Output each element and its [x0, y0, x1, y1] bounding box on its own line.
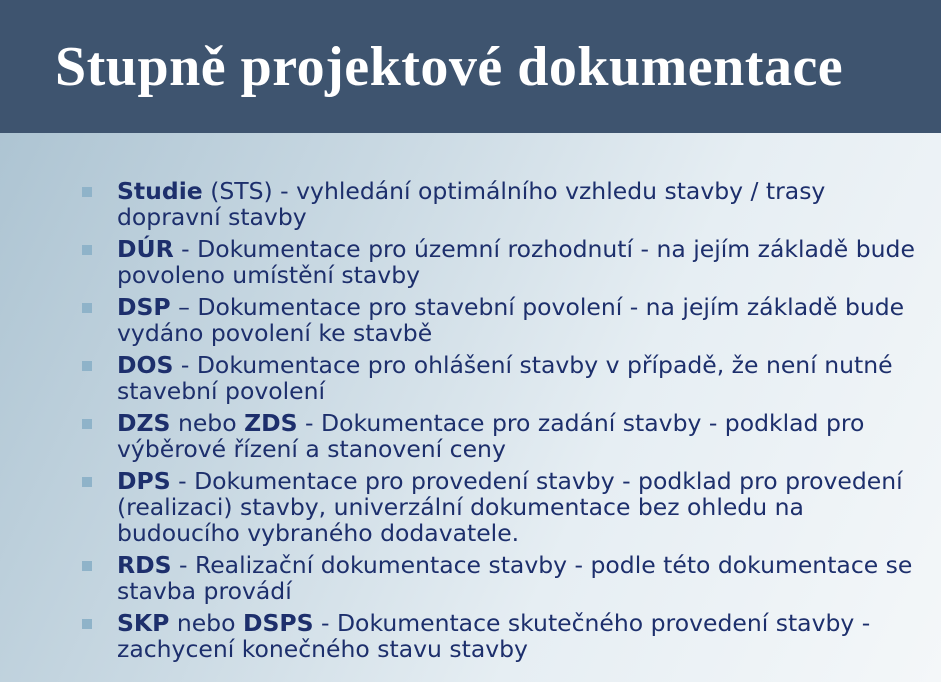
square-bullet-icon — [82, 477, 92, 487]
list-item — [82, 236, 932, 288]
list-item — [82, 410, 932, 462]
item-description: - Dokumentace pro provedení stavby - podklad pro provedení (realizaci) stavby, univerzální dokumentace bez ohledu na budoucího vybraného dodavatele. — [117, 467, 903, 547]
item-description: - Dokumentace pro ohlášení stavby v případě, že není nutné stavební povolení — [117, 351, 893, 405]
square-bullet-icon — [82, 561, 92, 571]
item-description: (STS) - vyhledání optimálního vzhledu stavby / trasy dopravní stavby — [117, 177, 826, 231]
list-item — [82, 552, 932, 604]
item-abbreviation: Studie — [117, 177, 203, 205]
item-description: - Realizační dokumentace stavby - podle této dokumentace se stavba provádí — [117, 551, 913, 605]
list-item — [82, 468, 932, 546]
item-connector: nebo — [169, 609, 243, 637]
item-abbreviation: RDS — [117, 551, 172, 579]
item-abbreviation: SKP — [117, 609, 170, 637]
list-item — [82, 352, 932, 404]
item-abbreviation: DOS — [117, 351, 174, 379]
list-item — [82, 610, 932, 662]
square-bullet-icon — [82, 619, 92, 629]
item-description: - Dokumentace skutečného provedení stavby - zachycení konečného stavu stavby — [117, 609, 871, 663]
square-bullet-icon — [82, 303, 92, 313]
list-item — [82, 178, 932, 230]
bullet-list — [82, 178, 932, 668]
item-abbreviation: DPS — [117, 467, 171, 495]
title-banner — [0, 0, 941, 133]
square-bullet-icon — [82, 361, 92, 371]
item-description: - Dokumentace pro zadání stavby - podklad pro výběrové řízení a stanovení ceny — [117, 409, 865, 463]
item-abbreviation: DSP — [117, 293, 171, 321]
item-abbreviation-alt: DSPS — [242, 609, 314, 637]
item-abbreviation: DÚR — [117, 235, 174, 263]
list-item — [82, 294, 932, 346]
square-bullet-icon — [82, 419, 92, 429]
item-abbreviation-alt: ZDS — [244, 409, 298, 437]
item-description: – Dokumentace pro stavební povolení - na jejím základě bude vydáno povolení ke stavbě — [117, 293, 905, 347]
item-description: - Dokumentace pro územní rozhodnutí - na jejím základě bude povoleno umístění stavby — [117, 235, 915, 289]
square-bullet-icon — [82, 187, 92, 197]
item-connector: nebo — [170, 409, 245, 437]
item-abbreviation: DZS — [117, 409, 171, 437]
page-title: Stupně projektové dokumentace — [55, 36, 844, 98]
square-bullet-icon — [82, 245, 92, 255]
